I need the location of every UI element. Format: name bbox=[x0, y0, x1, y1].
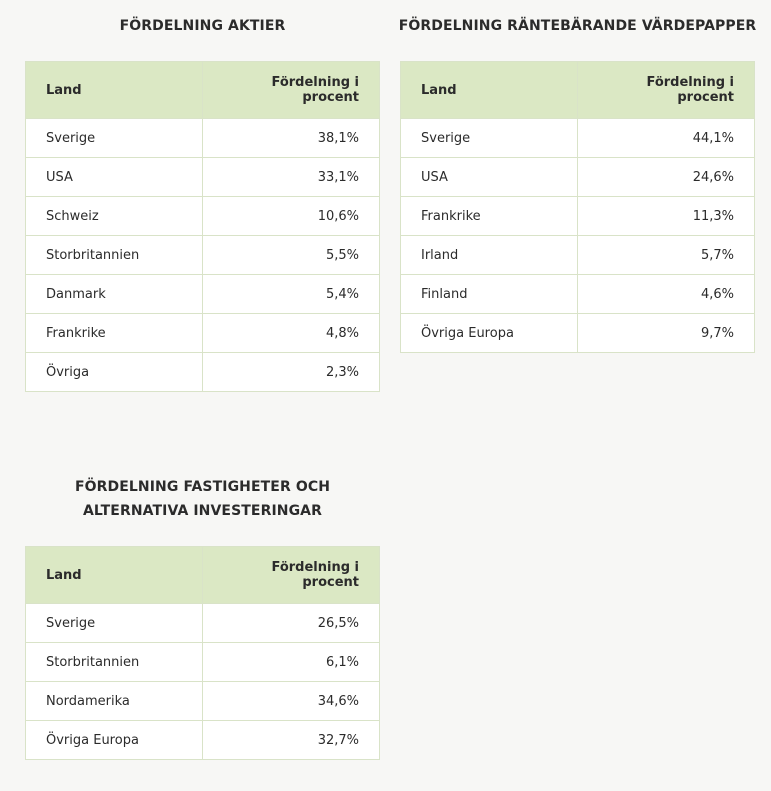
column-header-land: Land bbox=[26, 62, 203, 119]
cell-percent: 11,3% bbox=[578, 197, 755, 236]
table-header-row bbox=[26, 62, 380, 119]
table-row bbox=[26, 158, 380, 197]
cell-land: USA bbox=[26, 158, 203, 197]
table-title-fastigheter: FÖRDELNING FASTIGHETER OCH ALTERNATIVA INVESTERINGAR bbox=[74, 479, 331, 519]
table-block-rantebarande bbox=[400, 14, 755, 354]
table-block-fastigheter bbox=[25, 475, 380, 765]
table-header-row bbox=[26, 547, 380, 604]
cell-land: Sverige bbox=[26, 604, 203, 643]
allocation-table-rantebarande bbox=[400, 61, 755, 353]
column-header-percent: Fördelning i procent bbox=[578, 62, 755, 119]
cell-land: USA bbox=[401, 158, 578, 197]
table-row bbox=[401, 275, 755, 314]
column-header-percent: Fördelning i procent bbox=[203, 62, 380, 119]
table-row bbox=[26, 314, 380, 353]
cell-land: Övriga Europa bbox=[401, 314, 578, 353]
table-row bbox=[26, 353, 380, 392]
cell-land: Övriga bbox=[26, 353, 203, 392]
cell-percent: 10,6% bbox=[203, 197, 380, 236]
table-row bbox=[401, 119, 755, 158]
column-header-percent: Fördelning i procent bbox=[203, 547, 380, 604]
cell-percent: 5,7% bbox=[578, 236, 755, 275]
cell-percent: 32,7% bbox=[203, 721, 380, 760]
table-row bbox=[401, 197, 755, 236]
cell-land: Storbritannien bbox=[26, 643, 203, 682]
table-title-rantebarande: FÖRDELNING RÄNTEBÄRANDE VÄRDEPAPPER bbox=[398, 18, 757, 34]
cell-percent: 5,5% bbox=[203, 236, 380, 275]
table-row bbox=[401, 158, 755, 197]
table-title-aktier: FÖRDELNING AKTIER bbox=[119, 18, 286, 34]
cell-land: Irland bbox=[401, 236, 578, 275]
column-header-land: Land bbox=[26, 547, 203, 604]
allocation-table-aktier bbox=[25, 61, 380, 392]
cell-land: Danmark bbox=[26, 275, 203, 314]
allocation-table-fastigheter bbox=[25, 546, 380, 760]
table-row bbox=[401, 236, 755, 275]
cell-percent: 2,3% bbox=[203, 353, 380, 392]
cell-percent: 34,6% bbox=[203, 682, 380, 721]
table-row bbox=[26, 119, 380, 158]
cell-land: Sverige bbox=[26, 119, 203, 158]
cell-percent: 33,1% bbox=[203, 158, 380, 197]
table-row bbox=[26, 197, 380, 236]
table-row bbox=[26, 682, 380, 721]
cell-land: Nordamerika bbox=[26, 682, 203, 721]
cell-land: Frankrike bbox=[401, 197, 578, 236]
cell-percent: 9,7% bbox=[578, 314, 755, 353]
table-header-row bbox=[401, 62, 755, 119]
cell-percent: 44,1% bbox=[578, 119, 755, 158]
cell-percent: 5,4% bbox=[203, 275, 380, 314]
cell-land: Sverige bbox=[401, 119, 578, 158]
table-row bbox=[26, 604, 380, 643]
cell-percent: 4,6% bbox=[578, 275, 755, 314]
cell-percent: 26,5% bbox=[203, 604, 380, 643]
table-row bbox=[26, 275, 380, 314]
cell-land: Frankrike bbox=[26, 314, 203, 353]
cell-percent: 4,8% bbox=[203, 314, 380, 353]
cell-land: Övriga Europa bbox=[26, 721, 203, 760]
table-block-aktier bbox=[25, 14, 380, 394]
cell-percent: 6,1% bbox=[203, 643, 380, 682]
cell-percent: 38,1% bbox=[203, 119, 380, 158]
table-row bbox=[26, 236, 380, 275]
table-row bbox=[26, 643, 380, 682]
table-row bbox=[26, 721, 380, 760]
column-header-land: Land bbox=[401, 62, 578, 119]
table-row bbox=[401, 314, 755, 353]
cell-land: Finland bbox=[401, 275, 578, 314]
cell-land: Storbritannien bbox=[26, 236, 203, 275]
cell-land: Schweiz bbox=[26, 197, 203, 236]
cell-percent: 24,6% bbox=[578, 158, 755, 197]
